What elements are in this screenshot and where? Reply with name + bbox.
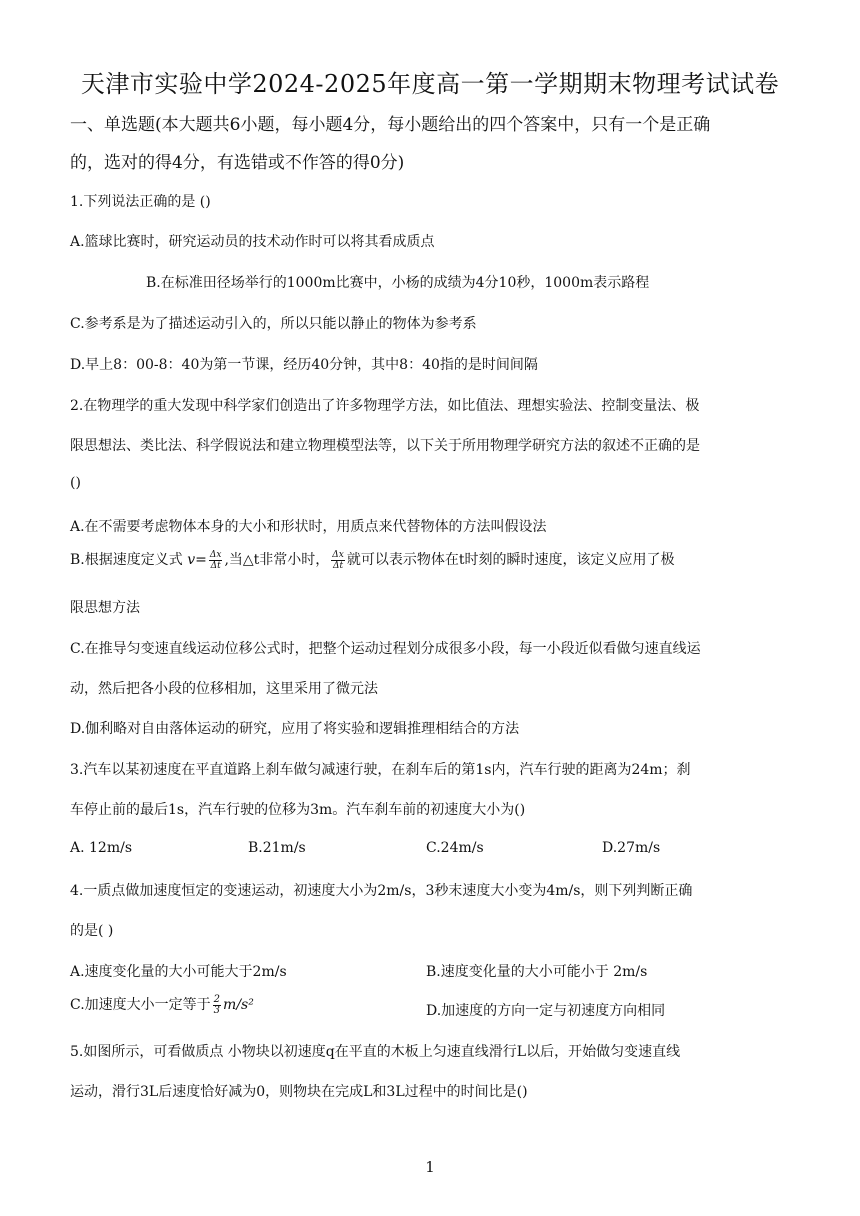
q4-option-c-prefix: C.加速度大小一定等于 <box>70 997 211 1013</box>
fraction-denominator: 3 <box>213 1004 221 1016</box>
q3-option-a: A. 12m/s <box>70 840 133 856</box>
acceleration-unit: m/s² <box>223 997 254 1013</box>
q2-option-d: D.伽利略对自由落体运动的研究，应用了将实验和逻辑推理相结合的方法 <box>70 721 520 737</box>
q4-option-a: A.速度变化量的大小可能大于2m/s <box>70 964 287 980</box>
q3-stem-line1: 3.汽车以某初速度在平直道路上刹车做匀减速行驶，在刹车后的第1s内，汽车行驶的距离为24m；刹 <box>70 762 691 778</box>
q1-option-c: C.参考系是为了描述运动引入的，所以只能以静止的物体为参考系 <box>70 316 477 332</box>
q3-option-c: C.24m/s <box>426 840 484 856</box>
q2-option-c-line1: C.在推导匀变速直线运动位移公式时，把整个运动过程划分成很多小段，每一小段近似看做匀速直线运 <box>70 641 701 657</box>
fraction-two-thirds <box>213 995 221 1016</box>
q4-option-b: B.速度变化量的大小可能小于 2m/s <box>426 964 648 980</box>
q3-option-d: D.27m/s <box>602 840 661 856</box>
q2-option-a: A.在不需要考虑物体本身的大小和形状时，用质点来代替物体的方法叫假设法 <box>70 519 547 535</box>
q2-option-b-suffix: 就可以表示物体在t时刻的瞬时速度，该定义应用了极 <box>346 552 675 568</box>
fraction-delta-x-over-delta-t <box>209 550 223 571</box>
q2-option-b <box>70 549 800 571</box>
q3-stem-line2: 车停止前的最后1s，汽车行驶的位移为3m。汽车刹车前的初速度大小为() <box>70 802 526 818</box>
q1-option-d: D.早上8：00-8：40为第一节课，经历40分钟，其中8：40指的是时间间隔 <box>70 357 538 373</box>
q5-stem-line2: 运动，滑行3L后速度恰好减为0，则物块在完成L和3L过程中的时间比是() <box>70 1084 528 1100</box>
exam-title: 天津市实验中学2024-2025年度高一第一学期期末物理考试试卷 <box>80 70 780 98</box>
fraction-denominator: Δt <box>210 560 221 571</box>
fraction-denominator: Δt <box>333 560 344 571</box>
q2-stem-line2: 限思想法、类比法、科学假说法和建立物理模型法等，以下关于所用物理学研究方法的叙述不正确的是 <box>70 438 700 454</box>
section-heading-line1: 一、单选题(本大题共6小题，每小题4分，每小题给出的四个答案中，只有一个是正确 <box>70 115 711 135</box>
q1-option-b: B.在标准田径场举行的1000m比赛中，小杨的成绩为4分10秒，1000m表示路程 <box>146 275 650 291</box>
q2-stem-line1: 2.在物理学的重大发现中科学家们创造出了许多物理学方法，如比值法、理想实验法、控制变量法、极 <box>70 398 700 414</box>
fraction-numerator: Δx <box>332 549 344 560</box>
q1-stem: 1.下列说法正确的是 () <box>70 194 211 210</box>
section-heading-line2: 的，选对的得4分，有选错或不作答的得0分) <box>70 153 405 173</box>
fraction-numerator: 2 <box>213 993 221 1005</box>
q2-option-b-line2: 限思想方法 <box>70 600 140 616</box>
q2-option-c-line2: 动，然后把各小段的位移相加，这里采用了微元法 <box>70 681 378 697</box>
q2-option-b-prefix: B.根据速度定义式 <box>70 552 183 568</box>
q2-option-b-middle: ,当△t非常小时， <box>224 552 330 568</box>
fraction-numerator: Δx <box>209 549 222 560</box>
q1-option-a: A.篮球比赛时，研究运动员的技术动作时可以将其看成质点 <box>70 234 435 250</box>
q4-stem-line2: 的是( ) <box>70 923 114 939</box>
equals-sign: = <box>195 552 207 568</box>
q4-stem-line1: 4.一质点做加速度恒定的变速运动，初速度大小为2m/s，3秒末速度大小变为4m/s，则下列判断正确 <box>70 883 693 899</box>
q5-stem-line1: 5.如图所示，可看做质点 小物块以初速度q在平直的木板上匀速直线滑行L以后，开始做匀变速直线 <box>70 1044 681 1060</box>
velocity-symbol: v <box>187 552 196 568</box>
q4-option-d: D.加速度的方向一定与初速度方向相同 <box>426 1003 666 1019</box>
q4-option-c <box>70 994 254 1016</box>
q2-stem-line3: () <box>70 475 81 491</box>
fraction-delta-x-over-delta-t-2 <box>331 550 345 571</box>
q3-option-b: B.21m/s <box>248 840 306 856</box>
page-number: 1 <box>425 1158 435 1176</box>
